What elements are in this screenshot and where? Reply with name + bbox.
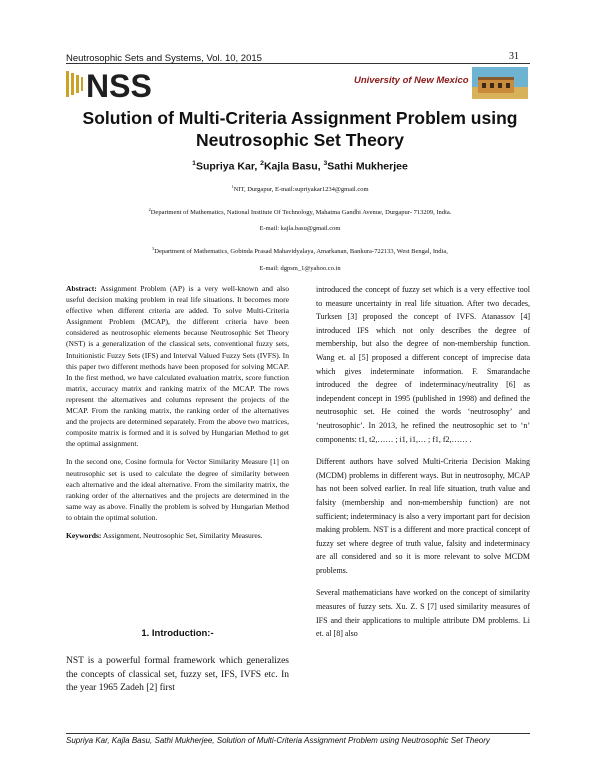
author-1-index: 1 xyxy=(192,160,196,167)
affiliation-1 xyxy=(40,184,560,193)
page-number: 31 xyxy=(509,51,519,62)
keywords-label: Keywords: xyxy=(66,530,102,540)
affiliation-2-index: 2 xyxy=(148,207,151,212)
logo-text: NSS xyxy=(86,68,152,102)
affiliation-1-index: 1 xyxy=(231,184,234,189)
nss-logo xyxy=(66,68,178,102)
university-building-icon xyxy=(472,67,528,99)
right-paragraph-3: Several mathematicians have worked on the concept of similarity measures of fuzzy sets. Xu. Z. S [7] used similarity measures of IFS and their applications to multiple attribute DM problems. Li et. al [8] also xyxy=(316,588,530,639)
footer-citation: Supriya Kar, Kajla Basu, Sathi Mukherjee, Solution of Multi-Criteria Assignment Problem using Neutrosophic Set Theory xyxy=(66,736,490,745)
abstract-paragraph-1 xyxy=(66,283,289,449)
author-3: Sathi Mukherjee xyxy=(327,160,408,173)
abstract-label: Abstract: xyxy=(66,284,97,293)
affiliation-3 xyxy=(40,246,560,255)
section-heading-introduction: 1. Introduction:- xyxy=(141,628,214,639)
right-column xyxy=(316,283,530,641)
affiliation-1-text: NIT, Durgapur, E-mail:supriyakar1234@gmail.com xyxy=(233,186,369,194)
footer-divider xyxy=(66,733,530,734)
university-name: University of New Mexico xyxy=(354,75,469,86)
affiliation-2-text: Department of Mathematics, National Institute Of Technology, Mahatma Gandhi Avenue, Durgapur- 713209, India. xyxy=(150,209,452,217)
right-paragraph-2: Different authors have solved Multi-Criteria Decision Making (MCDM) problems in different ways. But in neutrosophy, MCAP has not been solved earlier. In real life situation, truth value and falsity (membership and non-membership function) are not sufficient; indeterminacy is also a very important part for decision making problem. NST is a different and more practical concept of fuzzy set where degree of truth value, falsity and indeterminacy are all considered and so it is more relevant to solve MCDM problems. xyxy=(316,457,530,575)
keywords xyxy=(66,530,289,541)
author-2-index: 2 xyxy=(260,160,264,167)
journal-name: Neutrosophic Sets and Systems, Vol. 10, 2015 xyxy=(66,53,262,64)
affiliation-2-email: E-mail: kajla.basu@gmail.com xyxy=(259,225,341,232)
author-list xyxy=(40,160,560,173)
author-1: Supriya Kar, xyxy=(195,160,258,173)
author-3-index: 3 xyxy=(323,160,328,167)
keywords-text: Assignment, Neutrosophic Set, Similarity Measures. xyxy=(102,530,263,540)
affiliation-3-text: Department of Mathematics, Gobinda Prasad Mahavidyalaya, Amarkanan, Bankura-722133, West Bengal, India, xyxy=(154,248,448,256)
header-divider xyxy=(66,63,530,64)
affiliation-3-email: E-mail: dgpsm_1@yahoo.co.in xyxy=(259,265,341,272)
right-paragraph-1: introduced the concept of fuzzy set which is a very effective tool to measure uncertainty in real life situation. After two decades, Turksen [3] proposed the concept of IVFS. Atanassov [4] introduced IFS which not only describes the degree of membership, but also the degree of non-membership function. Wang et. al [5] proposed a different concept of imprecise data which gives indeterminate information. F. Smarandache introduced the degree of indeterminacy/neutrality [6] as independent concept in 1995 (published in 1998) and defined the neutrosophic set. He coined the words ‘neutrosophy’ and ‘neutrosophic’. In 2013, he refined the neutrosophic set to ‘n’ components: t1, t2,…… ; i1, i1,… ; f1, f2,…… . xyxy=(316,285,530,444)
affiliation-3-index: 3 xyxy=(152,246,155,251)
affiliation-2 xyxy=(40,207,560,216)
author-2: Kajla Basu, xyxy=(263,160,321,173)
abstract-paragraph-2: In the second one, Cosine formula for Vector Similarity Measure [1] on neutrosophic set is used to calculate the degree of similarity between each alternative and the ideal alternative. From the similarity matrix, the ranking order of the alternatives and the projects are determined in the same way as above. Finally the problem is solved by Hungarian Method to obtain the optimal solution. xyxy=(66,457,289,522)
introduction-text: NST is a powerful formal framework which generalizes the concepts of classical set, fuzzy set, IFS, IVFS etc. In the year 1965 Zadeh [2] first xyxy=(66,656,289,694)
abstract-text-1: Assignment Problem (AP) is a very well-known and also useful decision making problem in real life situations. It becomes more effective when different criteria are added. To solve Multi-Criteria Assignment Problem (MCAP), the different criteria have been considered as neutrosophic elements because Neutrosophic Set Theory (NST) is a generalization of the classical sets, conventional fuzzy sets, Intuitionistic Fuzzy Sets (IFS) and Interval Valued Fuzzy Sets (IVFS). In this paper two different methods have been proposed for solving MCAP. In the first method, we have calculated evaluation matrix, score function matrix, accuracy matrix and ranking matrix of the MCAP. The rows represent the alternatives and columns represent the projects of the MCAP. From the ranking matrix, the ranking order of the alternatives and the projects are determined separately. From the above two matrices, composite matrix is formed and it is solved by Hungarian Method to get the optimal assignment. xyxy=(66,284,289,449)
abstract xyxy=(66,283,289,541)
paper-title: Solution of Multi-Criteria Assignment Problem using Neutrosophic Set Theory xyxy=(82,108,518,150)
